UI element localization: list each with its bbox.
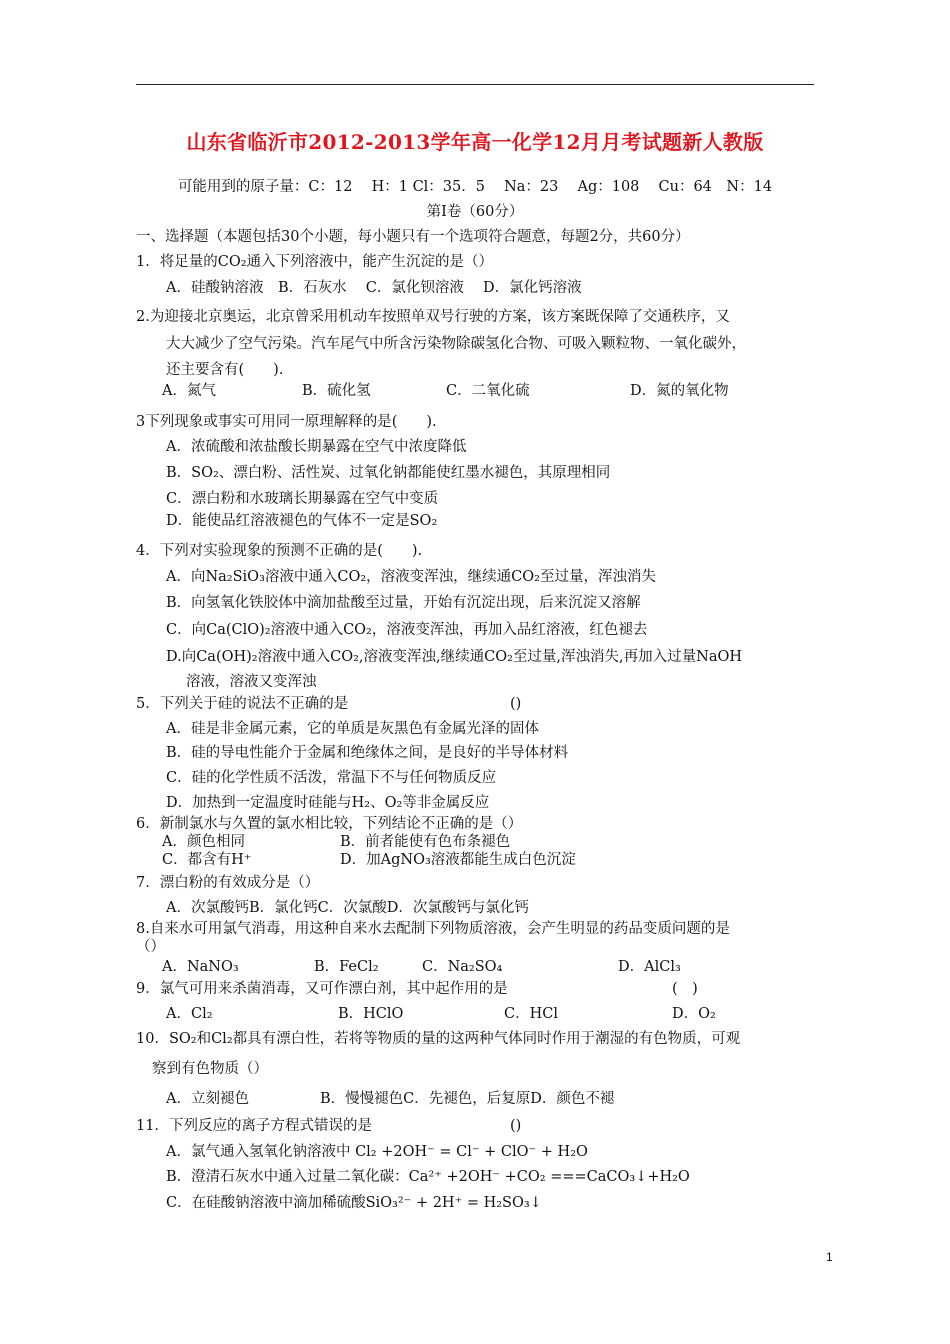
question-2-line-2: 大大减少了空气污染。汽车尾气中所含污染物除碳氢化合物、可吸入颗粒物、一氧化碳外， bbox=[166, 336, 746, 352]
question-6-option-a: A．颜色相同 bbox=[162, 834, 245, 850]
question-2-option-a: A．氮气 bbox=[162, 383, 216, 399]
question-3-option-d: D．能使品红溶液褪色的气体不一定是SO₂ bbox=[166, 513, 438, 529]
question-4-option-b: B．向氢氧化铁胶体中滴加盐酸至过量，开始有沉淀出现，后来沉淀又溶解 bbox=[166, 595, 641, 611]
question-5-answer-paren: () bbox=[510, 696, 522, 712]
question-4-option-c: C．向Ca(ClO)₂溶液中通入CO₂，溶液变浑浊，再加入品红溶液，红色褪去 bbox=[166, 622, 648, 638]
question-9-answer-paren: ( ) bbox=[672, 981, 698, 997]
question-8-line-2: （） bbox=[136, 939, 165, 955]
question-3-option-b: B．SO₂、漂白粉、活性炭、过氧化钠都能使红墨水褪色，其原理相同 bbox=[166, 465, 611, 481]
question-9-option-c: C．HCl bbox=[504, 1006, 558, 1022]
question-9-option-d: D．O₂ bbox=[672, 1006, 716, 1022]
atomic-weights: 可能用到的原子量：C：12 H：1 Cl：35．5 Na：23 Ag：108 Cu：64 N：14 bbox=[177, 179, 773, 195]
question-2-option-d: D．氮的氧化物 bbox=[630, 383, 729, 399]
header-rule bbox=[136, 84, 814, 85]
question-6-option-c: C．都含有H⁺ bbox=[162, 852, 252, 868]
question-6-option-b: B．前者能使有色布条褪色 bbox=[340, 834, 511, 850]
question-6-stem: 6．新制氯水与久置的氯水相比较，下列结论不正确的是（） bbox=[136, 816, 523, 832]
section-heading: 一、选择题（本题包括30个小题，每小题只有一个选项符合题意，每题2分，共60分） bbox=[136, 229, 690, 245]
document-title: 山东省临沂市2012-2013学年高一化学12月月考试题新人教版 bbox=[186, 130, 764, 154]
question-10-option-a: A．立刻褪色 bbox=[166, 1091, 249, 1107]
question-3-option-c: C．漂白粉和水玻璃长期暴露在空气中变质 bbox=[166, 491, 439, 507]
question-2-line-1: 2.为迎接北京奥运，北京曾采用机动车按照单双号行驶的方案，该方案既保障了交通秩序，又 bbox=[136, 309, 730, 325]
question-4-stem: 4．下列对实验现象的预测不正确的是( ). bbox=[136, 543, 423, 559]
question-7-stem: 7．漂白粉的有效成分是（） bbox=[136, 875, 320, 891]
question-3-stem: 3下列现象或事实可用同一原理解释的是( ). bbox=[136, 414, 437, 430]
question-5-option-a: A．硅是非金属元素，它的单质是灰黑色有金属光泽的固体 bbox=[166, 721, 539, 737]
part-heading: 第Ⅰ卷（60分） bbox=[426, 204, 524, 220]
question-1-stem: 1．将足量的CO₂通入下列溶液中，能产生沉淀的是（） bbox=[136, 254, 494, 270]
question-5-option-c: C．硅的化学性质不活泼，常温下不与任何物质反应 bbox=[166, 770, 497, 786]
question-5-stem: 5．下列关于硅的说法不正确的是 bbox=[136, 696, 349, 712]
question-5-option-d: D．加热到一定温度时硅能与H₂、O₂等非金属反应 bbox=[166, 795, 490, 811]
question-8-option-c: C．Na₂SO₄ bbox=[422, 959, 503, 975]
question-10-options-bcd: B．慢慢褪色C．先褪色，后复原D．颜色不褪 bbox=[320, 1091, 615, 1107]
question-2-option-b: B．硫化氢 bbox=[302, 383, 371, 399]
question-9-option-a: A．Cl₂ bbox=[166, 1006, 213, 1022]
question-4-option-d-line-2: 溶液，溶液又变浑浊 bbox=[186, 674, 317, 690]
question-5-option-b: B．硅的导电性能介于金属和绝缘体之间，是良好的半导体材料 bbox=[166, 745, 569, 761]
question-8-option-a: A．NaNO₃ bbox=[162, 959, 239, 975]
question-9-stem: 9．氯气可用来杀菌消毒，又可作漂白剂，其中起作用的是 bbox=[136, 981, 508, 997]
page-number: 1 bbox=[826, 1250, 833, 1264]
question-3-option-a: A．浓硫酸和浓盐酸长期暴露在空气中浓度降低 bbox=[166, 439, 467, 455]
question-7-options: A．次氯酸钙B．氯化钙C．次氯酸D．次氯酸钙与氯化钙 bbox=[166, 900, 529, 916]
question-10-line-1: 10．SO₂和Cl₂都具有漂白性，若将等物质的量的这两种气体同时作用于潮湿的有色物质，可观 bbox=[136, 1031, 741, 1047]
question-2-line-3: 还主要含有( ). bbox=[166, 362, 284, 378]
question-11-option-b: B．澄清石灰水中通入过量二氧化碳：Ca²⁺ +2OH⁻ +CO₂ ===CaCO₃↓+H₂O bbox=[166, 1169, 690, 1185]
question-10-line-2: 察到有色物质（） bbox=[152, 1061, 268, 1077]
question-11-answer-paren: () bbox=[510, 1118, 522, 1134]
question-11-stem: 11．下列反应的离子方程式错误的是 bbox=[136, 1118, 372, 1134]
question-4-option-a: A．向Na₂SiO₃溶液中通入CO₂，溶液变浑浊，继续通CO₂至过量，浑浊消失 bbox=[166, 569, 656, 585]
question-6-option-d: D．加AgNO₃溶液都能生成白色沉淀 bbox=[340, 852, 576, 868]
question-11-option-c: C．在硅酸钠溶液中滴加稀硫酸SiO₃²⁻ + 2H⁺ = H₂SO₃↓ bbox=[166, 1195, 542, 1211]
question-2-option-c: C．二氧化硫 bbox=[446, 383, 530, 399]
question-8-option-d: D．AlCl₃ bbox=[618, 959, 681, 975]
question-1-options: A．硅酸钠溶液 B．石灰水 C．氯化钡溶液 D．氯化钙溶液 bbox=[166, 280, 582, 296]
question-9-option-b: B．HClO bbox=[338, 1006, 404, 1022]
question-8-option-b: B．FeCl₂ bbox=[314, 959, 379, 975]
question-11-option-a: A．氯气通入氢氧化钠溶液中 Cl₂ +2OH⁻ = Cl⁻ + ClO⁻ + H₂O bbox=[166, 1144, 588, 1160]
question-4-option-d-line-1: D.向Ca(OH)₂溶液中通入CO₂,溶液变浑浊,继续通CO₂至过量,浑浊消失,再加入过量NaOH bbox=[166, 649, 743, 665]
question-8-line-1: 8.自来水可用氯气消毒，用这种自来水去配制下列物质溶液，会产生明显的药品变质问题的是 bbox=[136, 921, 730, 937]
